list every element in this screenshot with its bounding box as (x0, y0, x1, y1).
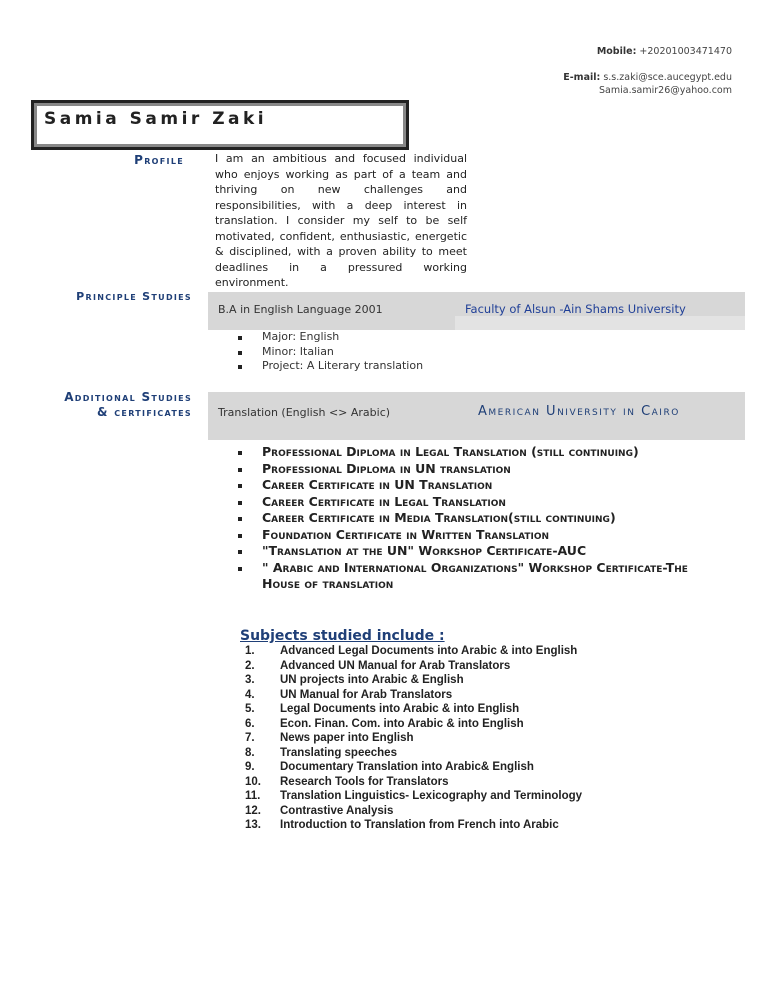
degree-details-list (230, 330, 423, 374)
item-text: Translating speeches (280, 746, 397, 759)
list-item: Foundation Certificate in Written Translation (230, 527, 730, 544)
label-line: & certificates (97, 405, 192, 419)
item-text: Introduction to Translation from French into Arabic (280, 819, 559, 831)
list-item: Professional Diploma in UN translation (230, 461, 730, 478)
item-number: 5. (245, 703, 255, 715)
list-item (245, 688, 582, 703)
item-number: 13. (245, 819, 261, 831)
item-text: Econ. Finan. Com. into Arabic & into English (280, 717, 524, 730)
subjects-list (245, 644, 582, 833)
email-secondary[interactable]: Samia.samir26@yahoo.com (599, 85, 732, 96)
program: Translation (English <> Arabic) (218, 406, 391, 419)
list-item: Major: English (230, 330, 423, 345)
profile-label: Profile (134, 153, 184, 167)
list-item (245, 818, 582, 833)
item-text: Advanced UN Manual for Arab Translators (280, 659, 511, 672)
list-item (245, 804, 582, 819)
list-item: Professional Diploma in Legal Translation (still continuing) (230, 444, 730, 461)
mobile-line (597, 45, 732, 58)
item-text: News paper into English (280, 732, 414, 744)
list-item (245, 717, 582, 732)
list-item (245, 673, 582, 688)
item-number: 6. (245, 717, 255, 730)
item-number: 2. (245, 659, 255, 672)
item-text: UN Manual for Arab Translators (280, 688, 453, 701)
item-text: UN projects into Arabic & English (280, 674, 464, 686)
item-number: 8. (245, 746, 255, 759)
email-label: E-mail: (563, 72, 601, 83)
item-number: 3. (245, 674, 255, 686)
list-item (245, 644, 582, 659)
item-number: 11. (245, 790, 261, 802)
email-block (563, 71, 732, 97)
item-number: 4. (245, 688, 255, 701)
email-primary[interactable]: s.s.zaki@sce.aucegypt.edu (603, 72, 732, 83)
additional-band (208, 392, 745, 440)
profile-text: I am an ambitious and focused individual who enjoys working as part of a team and thriving on new challenges and responsibilities, with a deep interest in translation. I consider my self to be self motivated, confident, enthusiastic, energetic & disciplined, with a proven ability to meet deadlines in a pressured working environment. (215, 152, 467, 289)
institution: American University in Cairo (478, 404, 680, 419)
list-item: Project: A Literary translation (230, 359, 423, 374)
list-item (245, 760, 582, 775)
list-item (245, 775, 582, 790)
institution: Faculty of Alsun -Ain Shams University (465, 302, 686, 316)
list-item: " Arabic and International Organizations" Workshop Certificate-The House of translation (230, 560, 730, 593)
item-number: 7. (245, 732, 255, 744)
full-name: Samia Samir Zaki (44, 109, 268, 129)
list-item (245, 789, 582, 804)
item-number: 12. (245, 804, 261, 817)
item-text: Contrastive Analysis (280, 804, 394, 817)
list-item: "Translation at the UN" Workshop Certificate-AUC (230, 543, 730, 560)
item-number: 10. (245, 775, 261, 788)
mobile-label: Mobile: (596, 46, 637, 57)
additional-studies-label (20, 390, 192, 420)
list-item: Career Certificate in Media Translation(still continuing) (230, 510, 730, 527)
list-item (245, 659, 582, 674)
list-item: Career Certificate in Legal Translation (230, 494, 730, 511)
item-text: Documentary Translation into Arabic& English (280, 761, 534, 773)
subjects-heading: Subjects studied include : (240, 628, 445, 644)
name-box (31, 100, 409, 150)
item-number: 1. (245, 645, 255, 657)
certificates-list (230, 444, 730, 593)
item-text: Translation Linguistics- Lexicography and Terminology (280, 790, 583, 802)
list-item (245, 702, 582, 717)
list-item: Career Certificate in UN Translation (230, 477, 730, 494)
list-item: Minor: Italian (230, 345, 423, 360)
item-text: Advanced Legal Documents into Arabic & into English (280, 645, 578, 657)
item-text: Legal Documents into Arabic & into English (280, 703, 520, 715)
principle-band (208, 292, 745, 330)
item-number: 9. (245, 761, 255, 773)
list-item (245, 731, 582, 746)
mobile-number: +20201003471470 (639, 46, 732, 57)
label-line: Additional Studies (64, 390, 192, 404)
list-item (245, 746, 582, 761)
principle-studies-label: Principle Studies (76, 290, 192, 303)
degree: B.A in English Language 2001 (218, 303, 383, 316)
item-text: Research Tools for Translators (280, 775, 449, 788)
